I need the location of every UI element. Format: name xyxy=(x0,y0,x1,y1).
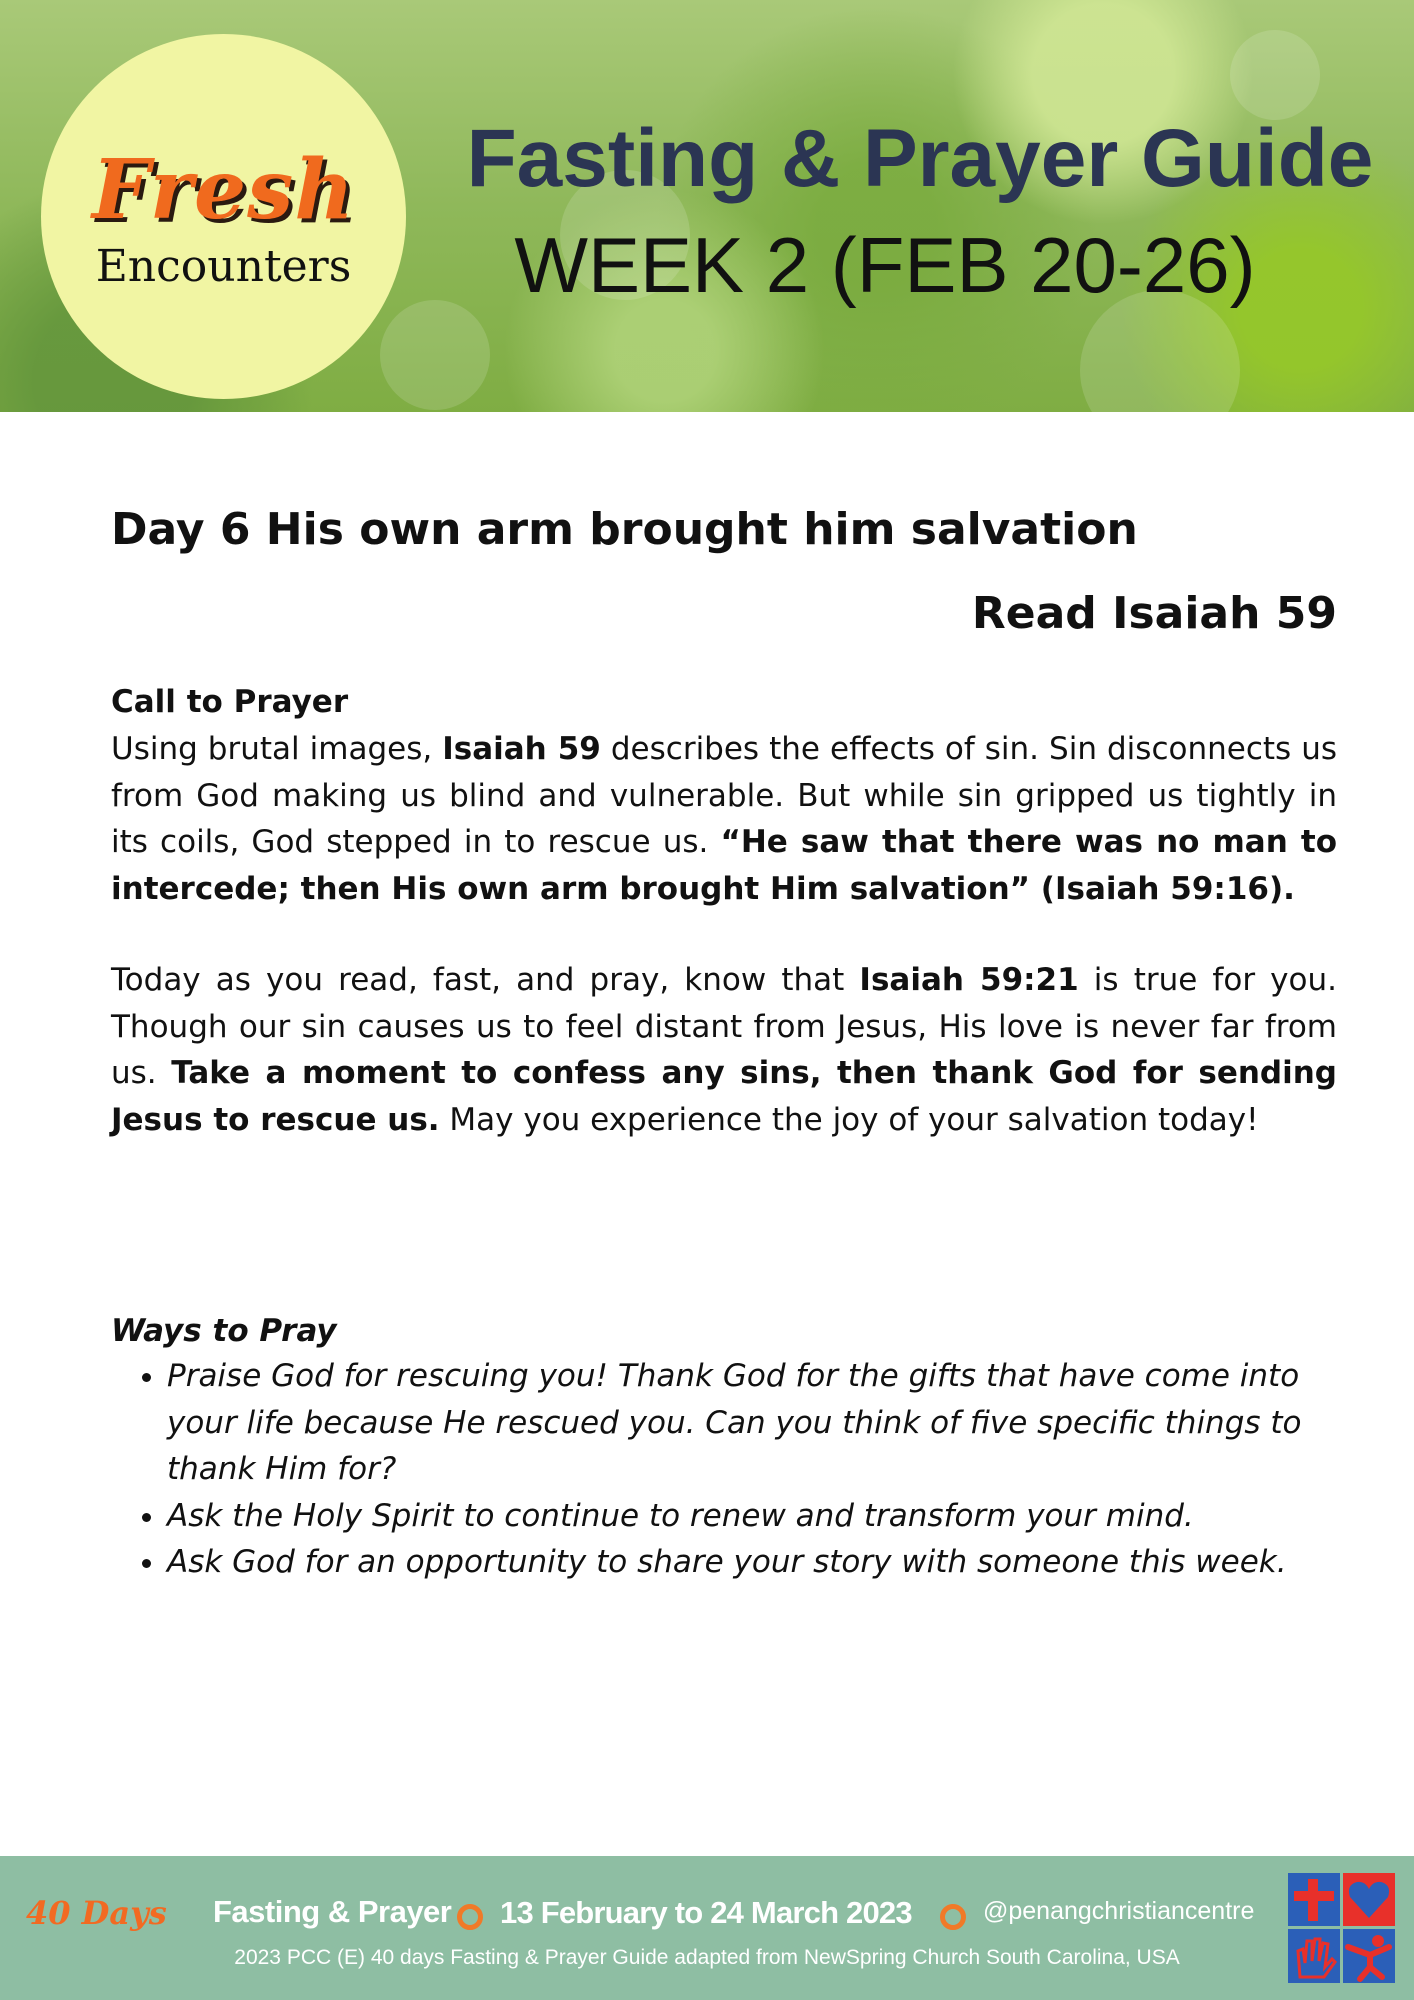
footer-bar xyxy=(0,1856,1414,2000)
scripture-quote: “He saw that there was no man to intercede; then His own arm brought Him salvation” (Isaiah 59:16). xyxy=(111,824,1337,907)
social-handle: @penangchristiancentre xyxy=(983,1897,1255,1925)
logo-fresh-text: Fresh xyxy=(92,142,355,238)
day-title: Day 6 His own arm brought him salvation xyxy=(111,504,1138,555)
bullet-ring-icon xyxy=(457,1904,483,1930)
paragraph-run: is true for you. Though our sin causes us to feel distant from Jesus, His love is never far from us. xyxy=(111,962,1337,1091)
confession-prompt: Take a moment to confess any sins, then thank God for sending Jesus to rescue us. xyxy=(111,1055,1337,1138)
ways-to-pray-list xyxy=(111,1353,1337,1586)
bokeh-light xyxy=(380,300,490,410)
call-to-prayer-heading: Call to Prayer xyxy=(111,684,349,720)
prayer-item: • Praise God for rescuing you! Thank God for the gifts that have come into your life because He rescued you. Can you think of five specific things to thank Him for? xyxy=(167,1353,1337,1493)
reading-reference: Read Isaiah 59 xyxy=(971,588,1337,639)
paragraph-run: Today as you read, fast, and pray, know that xyxy=(111,962,860,998)
church-logo-icon xyxy=(1286,1871,1397,1985)
forty-days-label: 40 Days xyxy=(26,1894,167,1932)
bullet-ring-icon xyxy=(940,1904,966,1930)
logo-encounters-text: Encounters xyxy=(95,241,352,292)
campaign-dates: 13 February to 24 March 2023 xyxy=(500,1895,912,1930)
week-title: WEEK 2 (FEB 20-26) xyxy=(514,221,1256,309)
credit-line: 2023 PCC (E) 40 days Fasting & Prayer Guide adapted from NewSpring Church South Carolina, USA xyxy=(234,1946,1180,1969)
fresh-encounters-logo xyxy=(41,34,406,399)
fasting-prayer-label: Fasting & Prayer xyxy=(213,1894,452,1929)
prayer-item: • Ask God for an opportunity to share your story with someone this week. xyxy=(167,1539,1337,1586)
guide-title: Fasting & Prayer Guide xyxy=(466,113,1374,204)
prayer-item: • Ask the Holy Spirit to continue to renew and transform your mind. xyxy=(167,1493,1337,1540)
paragraph-run: Using brutal images, xyxy=(111,731,443,767)
bokeh-light xyxy=(1230,30,1320,120)
paragraph-run: describes the effects of sin. Sin disconnects us from God making us blind and vulnerable. But while sin gripped us tightly in its coils, God stepped in to rescue us. xyxy=(111,731,1337,860)
scripture-reference: Isaiah 59 xyxy=(442,731,601,767)
call-to-prayer-paragraph-1 xyxy=(111,726,1337,912)
scripture-reference: Isaiah 59:21 xyxy=(859,962,1079,998)
header-banner xyxy=(0,0,1414,412)
paragraph-run: May you experience the joy of your salvation today! xyxy=(439,1101,1259,1138)
call-to-prayer-paragraph-2 xyxy=(111,957,1337,1143)
ways-to-pray-heading: Ways to Pray xyxy=(111,1313,337,1349)
